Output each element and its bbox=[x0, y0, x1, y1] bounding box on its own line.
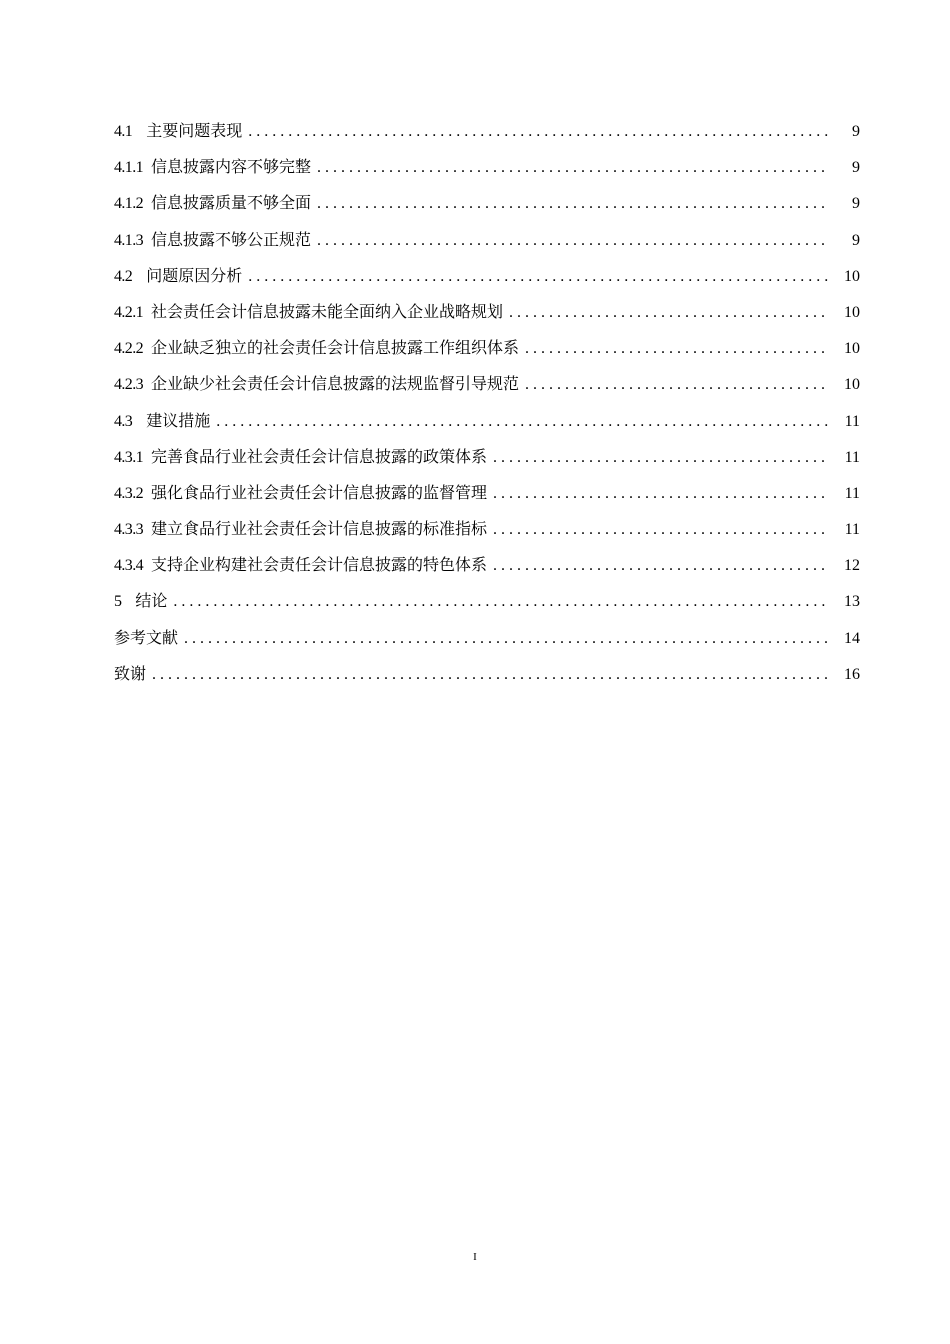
toc-dot-leader bbox=[493, 512, 828, 548]
toc-entry-label bbox=[114, 584, 167, 620]
toc-entry-number: 4.2.1 bbox=[114, 303, 144, 321]
page-footer bbox=[0, 1251, 950, 1263]
toc-entry[interactable] bbox=[114, 331, 860, 367]
toc-entry-page: 16 bbox=[844, 665, 860, 683]
toc-entry-page: 10 bbox=[844, 340, 860, 358]
toc-entry-number: 4.3.2 bbox=[114, 484, 144, 502]
toc-entry-label bbox=[114, 621, 178, 657]
toc-entry-number: 5 bbox=[114, 593, 122, 611]
toc-entry-page: 10 bbox=[844, 267, 860, 285]
toc-entry-label bbox=[114, 657, 146, 693]
toc-entry-page: 11 bbox=[844, 448, 860, 466]
toc-entry-number: 4.2.3 bbox=[114, 376, 144, 394]
toc-entry-label bbox=[114, 404, 210, 440]
toc-entry[interactable] bbox=[114, 476, 860, 512]
toc-entry[interactable] bbox=[114, 548, 860, 584]
toc-entry-number: 4.3 bbox=[114, 412, 133, 430]
toc-entry-page: 12 bbox=[844, 557, 860, 575]
toc-entry-number: 4.2.2 bbox=[114, 340, 144, 358]
toc-entry[interactable] bbox=[114, 440, 860, 476]
toc-entry-number: 4.1.1 bbox=[114, 159, 144, 177]
toc-dot-leader bbox=[317, 223, 828, 259]
toc-dot-leader bbox=[152, 657, 828, 693]
toc-entry[interactable] bbox=[114, 367, 860, 403]
toc-entry-label bbox=[114, 223, 311, 259]
toc-entry-title: 建立食品行业社会责任会计信息披露的标准指标 bbox=[151, 521, 488, 539]
toc-entry-title: 主要问题表现 bbox=[146, 123, 243, 140]
toc-entry-title: 支持企业构建社会责任会计信息披露的特色体系 bbox=[151, 557, 488, 575]
toc-dot-leader bbox=[317, 186, 828, 222]
toc-entry[interactable] bbox=[114, 114, 860, 150]
toc-entry[interactable] bbox=[114, 186, 860, 222]
toc-dot-leader bbox=[525, 331, 828, 367]
page-number: I bbox=[473, 1251, 477, 1263]
toc-dot-leader bbox=[493, 548, 828, 584]
toc-entry[interactable] bbox=[114, 657, 860, 693]
toc-entry-title: 信息披露不够公正规范 bbox=[151, 231, 312, 249]
toc-entry-title: 企业缺乏独立的社会责任会计信息披露工作组织体系 bbox=[151, 340, 520, 358]
toc-entry-title: 建议措施 bbox=[146, 412, 211, 430]
toc-entry-title: 完善食品行业社会责任会计信息披露的政策体系 bbox=[151, 448, 488, 466]
toc-entry-label bbox=[114, 367, 519, 403]
toc-entry-page: 10 bbox=[844, 303, 860, 321]
toc-dot-leader bbox=[173, 584, 828, 620]
table-of-contents bbox=[114, 114, 860, 693]
toc-entry[interactable] bbox=[114, 512, 860, 548]
toc-entry-label bbox=[114, 440, 487, 476]
toc-entry-title: 信息披露质量不够全面 bbox=[151, 195, 312, 213]
toc-dot-leader bbox=[184, 621, 828, 657]
toc-entry-number: 4.1.3 bbox=[114, 231, 144, 249]
toc-entry-page: 9 bbox=[852, 195, 860, 213]
toc-entry-label bbox=[114, 259, 242, 295]
toc-entry-label bbox=[114, 295, 503, 331]
toc-entry-title: 信息披露内容不够完整 bbox=[151, 159, 312, 177]
toc-entry-label bbox=[114, 476, 487, 512]
toc-entry-number: 4.3.4 bbox=[114, 557, 144, 575]
toc-entry[interactable] bbox=[114, 404, 860, 440]
toc-entry[interactable] bbox=[114, 621, 860, 657]
toc-entry-page: 14 bbox=[844, 629, 860, 647]
toc-entry[interactable] bbox=[114, 150, 860, 186]
toc-entry-label bbox=[114, 512, 487, 548]
toc-entry-number: 4.3.3 bbox=[114, 521, 144, 539]
toc-entry-label bbox=[114, 186, 311, 222]
toc-entry[interactable] bbox=[114, 223, 860, 259]
toc-entry-page: 9 bbox=[852, 231, 860, 249]
toc-dot-leader bbox=[493, 440, 828, 476]
toc-entry[interactable] bbox=[114, 295, 860, 331]
toc-entry-title: 企业缺少社会责任会计信息披露的法规监督引导规范 bbox=[151, 376, 520, 394]
toc-entry-label bbox=[114, 114, 242, 150]
toc-dot-leader bbox=[493, 476, 828, 512]
toc-entry-label bbox=[114, 331, 519, 367]
toc-entry-number: 4.1 bbox=[114, 123, 133, 140]
toc-entry-title: 强化食品行业社会责任会计信息披露的监督管理 bbox=[151, 484, 488, 502]
toc-entry-page: 11 bbox=[844, 521, 860, 539]
toc-entry-page: 13 bbox=[844, 593, 860, 611]
toc-entry-number: 4.1.2 bbox=[114, 195, 144, 213]
toc-entry-title: 致谢 bbox=[114, 665, 147, 683]
toc-entry-title: 结论 bbox=[135, 593, 168, 611]
toc-entry-title: 社会责任会计信息披露未能全面纳入企业战略规划 bbox=[151, 303, 504, 321]
toc-entry-title: 参考文献 bbox=[114, 629, 179, 647]
toc-entry-page: 9 bbox=[852, 159, 860, 177]
toc-entry-page: 11 bbox=[844, 484, 860, 502]
toc-entry-title: 问题原因分析 bbox=[146, 267, 243, 285]
toc-entry-label bbox=[114, 548, 487, 584]
toc-dot-leader bbox=[248, 114, 828, 150]
toc-entry-label bbox=[114, 150, 311, 186]
toc-dot-leader bbox=[317, 150, 828, 186]
toc-entry-page: 9 bbox=[852, 123, 860, 140]
toc-entry[interactable] bbox=[114, 584, 860, 620]
toc-dot-leader bbox=[509, 295, 828, 331]
toc-entry[interactable] bbox=[114, 259, 860, 295]
toc-entry-number: 4.2 bbox=[114, 267, 133, 285]
toc-dot-leader bbox=[525, 367, 828, 403]
toc-entry-page: 11 bbox=[844, 412, 860, 430]
toc-dot-leader bbox=[248, 259, 828, 295]
toc-entry-number: 4.3.1 bbox=[114, 448, 144, 466]
toc-entry-page: 10 bbox=[844, 376, 860, 394]
toc-dot-leader bbox=[216, 404, 828, 440]
